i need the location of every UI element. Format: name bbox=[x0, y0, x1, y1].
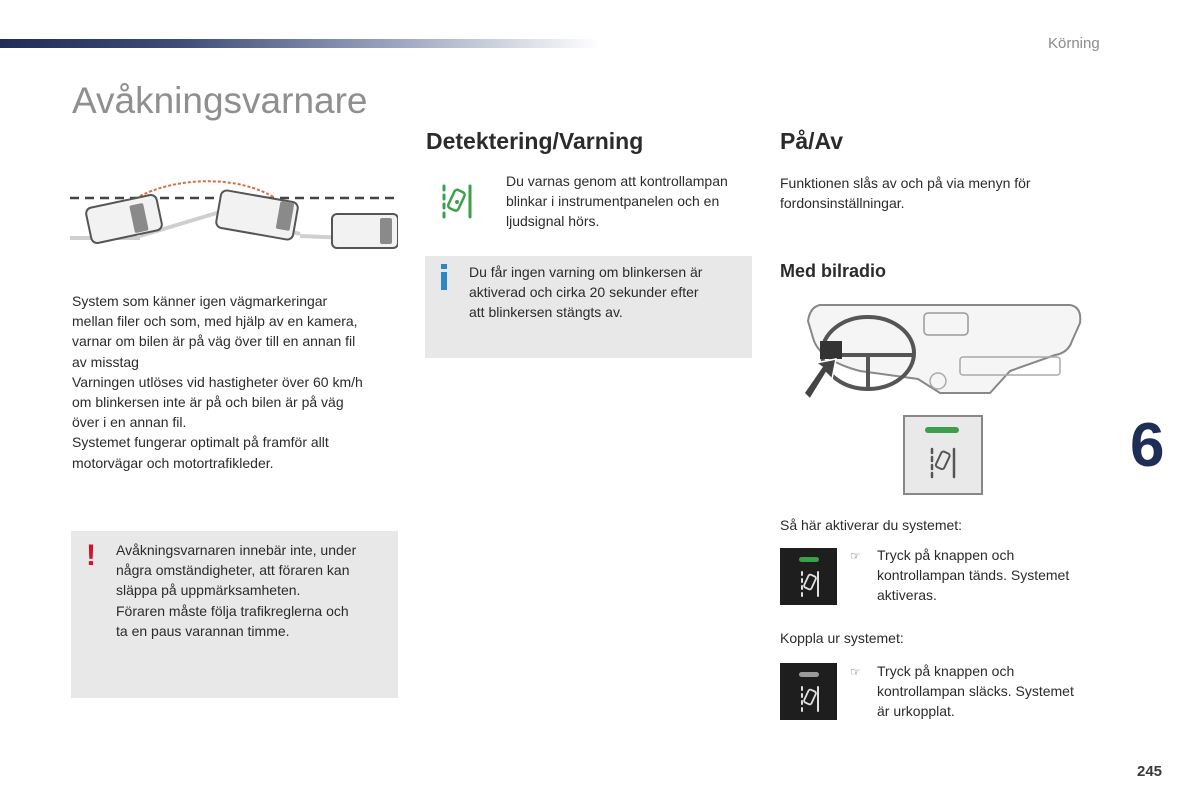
text-line: om blinkersen inte är på och bilen är på väg bbox=[72, 394, 344, 411]
lane-assist-button-panel bbox=[903, 415, 983, 495]
text-line: motorvägar och motortrafikleder. bbox=[72, 454, 274, 471]
system-description bbox=[72, 291, 402, 473]
text-line: kontrollampan tänds. Systemet bbox=[877, 567, 1070, 584]
text-line: varnar om bilen är på väg över till en annan fil bbox=[72, 333, 356, 350]
deactivate-step bbox=[850, 661, 1100, 722]
text-line: kontrollampan släcks. Systemet bbox=[877, 683, 1074, 700]
text-line: ljudsignal hörs. bbox=[506, 213, 600, 230]
text-line: släppa på uppmärksamheten. bbox=[116, 582, 301, 599]
lane-departure-illustration bbox=[70, 176, 398, 256]
text-line: aktiverad och cirka 20 sekunder efter bbox=[469, 284, 699, 301]
pointing-hand-icon: ☞ bbox=[850, 549, 861, 563]
text-line: Du varnas genom att kontrollampan bbox=[506, 173, 728, 189]
text-line: aktiveras. bbox=[877, 587, 937, 604]
text-line: Varningen utlöses vid hastigheter över 60 km/h bbox=[72, 373, 363, 390]
text-line: några omständigheter, att föraren kan bbox=[116, 562, 350, 579]
header-gradient-bar bbox=[0, 39, 600, 48]
text-line: Funktionen slås av och på via menyn för bbox=[780, 175, 1031, 191]
text-line: Systemet fungerar optimalt på framför allt bbox=[72, 434, 329, 451]
on-off-intro bbox=[780, 173, 1090, 213]
text-line: att blinkersen stängts av. bbox=[469, 304, 623, 321]
text-line: över i en annan fil. bbox=[72, 414, 187, 431]
detection-heading: Detektering/Varning bbox=[426, 128, 644, 154]
info-box bbox=[425, 256, 752, 358]
warning-box bbox=[71, 531, 398, 698]
car-radio-subheading: Med bilradio bbox=[780, 261, 887, 281]
text-line: mellan filer och som, med hjälp av en kamera, bbox=[72, 313, 358, 330]
activate-step bbox=[850, 545, 1100, 606]
page-title: Avåkningsvarnare bbox=[72, 80, 368, 121]
text-line: Föraren måste följa trafikreglerna och bbox=[116, 602, 349, 619]
text-line: av misstag bbox=[72, 353, 139, 370]
lane-departure-icon bbox=[436, 180, 476, 220]
chapter-number: 6 bbox=[1130, 411, 1165, 480]
info-text bbox=[469, 262, 739, 323]
deactivate-step-text bbox=[877, 661, 1100, 722]
activate-intro: Så här aktiverar du systemet: bbox=[780, 517, 963, 533]
text-line: fordonsinställningar. bbox=[780, 195, 905, 212]
text-line: System som känner igen vägmarkeringar bbox=[72, 293, 328, 309]
activate-step-text bbox=[877, 545, 1100, 606]
text-line: Du får ingen varning om blinkersen är bbox=[469, 264, 703, 280]
dashboard-illustration bbox=[800, 301, 1085, 403]
text-line: är urkopplat. bbox=[877, 703, 955, 720]
page-number: 245 bbox=[1137, 763, 1163, 780]
text-line: ta en paus varannan timme. bbox=[116, 622, 290, 639]
lane-assist-button-on[interactable] bbox=[780, 548, 837, 605]
on-off-heading: På/Av bbox=[780, 128, 844, 154]
lane-assist-button-off[interactable] bbox=[780, 663, 837, 720]
text-line: Avåkningsvarnaren innebär inte, under bbox=[116, 542, 357, 558]
warning-text bbox=[116, 540, 391, 641]
text-line: blinkar i instrumentpanelen och en bbox=[506, 193, 720, 210]
exclamation-icon: ! bbox=[86, 539, 96, 572]
detection-text bbox=[506, 171, 756, 232]
text-line: Tryck på knappen och bbox=[877, 547, 1015, 563]
info-icon bbox=[437, 264, 451, 290]
section-label: Körning bbox=[1048, 35, 1100, 52]
deactivate-intro: Koppla ur systemet: bbox=[780, 630, 904, 646]
text-line: Tryck på knappen och bbox=[877, 663, 1015, 679]
pointing-hand-icon: ☞ bbox=[850, 665, 861, 679]
